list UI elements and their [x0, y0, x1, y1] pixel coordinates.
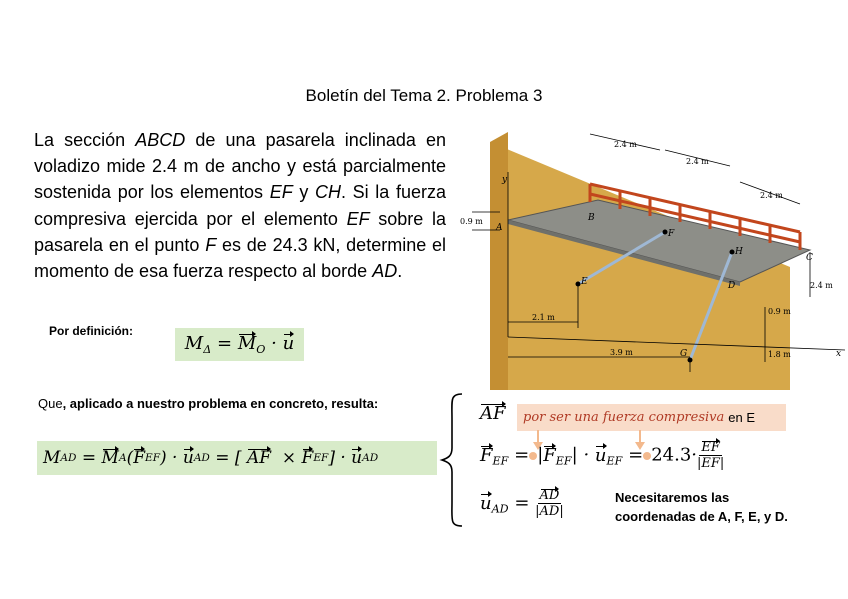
definition-equation-text: $M_\Delta = M_O \cdot u$	[184, 333, 295, 356]
svg-text:B: B	[588, 213, 595, 223]
svg-text:A: A	[496, 223, 503, 233]
dim-top-3: 2.4 m	[760, 191, 783, 200]
definition-equation	[175, 328, 304, 361]
axis-y-label: y	[502, 175, 508, 185]
dim-right-3: 1.8 m	[768, 350, 791, 359]
page-title: Boletín del Tema 2. Problema 3	[305, 86, 543, 105]
svg-text:D: D	[728, 281, 736, 291]
wall-edge	[490, 132, 508, 390]
application-text: Que, aplicado a nuestro problema en concreto, resulta:	[38, 396, 379, 411]
dim-bottom-1: 2.1 m	[532, 313, 555, 322]
dim-top-1: 2.4 m	[614, 140, 637, 149]
axis-x-label: x	[836, 349, 842, 359]
svg-text:H: H	[735, 247, 743, 257]
structure-figure	[460, 122, 848, 390]
dim-top-2: 2.4 m	[686, 157, 709, 166]
svg-text:C: C	[806, 253, 813, 263]
coordinates-note: Necesitaremos las coordenadas de A, F, E, y D.	[615, 490, 788, 524]
dim-right-2: 0.9 m	[768, 307, 791, 316]
svg-text:E: E	[581, 277, 588, 287]
compressive-note: por ser una fuerza compresiva en E	[517, 404, 786, 431]
definition-label: Por definición:	[49, 324, 133, 338]
fef-equation: $F_{EF} = |F_{EF}| \cdot u_{EF} = 24.3\cdot$ $\frac{EF}{|EF|}$	[480, 440, 725, 471]
curly-brace	[438, 390, 468, 530]
dim-bottom-2: 3.9 m	[610, 348, 633, 357]
dim-left: 0.9 m	[460, 217, 483, 226]
svg-text:F: F	[668, 229, 675, 239]
dim-right-1: 2.4 m	[810, 281, 833, 290]
moment-equation: M AD = M A ( F EF ) · u AD = [ AF × F EF ] · u AD	[37, 441, 437, 475]
problem-statement: La sección ABCD de una pasarela inclinada en voladizo mide 2.4 m de ancho y está parcialmente sostenida por los elementos EF y CH. Si la fuerza compresiva ejercida por el elemento EF sobre la pasarela en el punto F es de 24.3 kN, determine el momento de esa fuerza respecto al borde AD.	[34, 130, 446, 282]
uad-equation: $u_{AD}$ = $\frac{AD}{|AD|}$	[480, 488, 564, 519]
af-vector-label: AF	[480, 403, 506, 424]
svg-text:G: G	[680, 349, 688, 359]
